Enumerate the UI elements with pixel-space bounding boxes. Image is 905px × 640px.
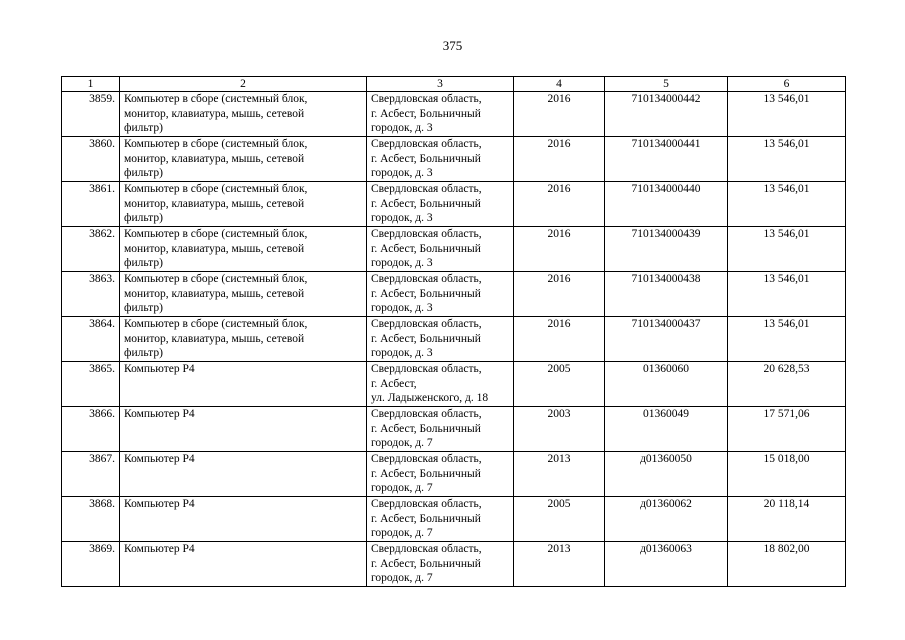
item-name-line: Компьютер в сборе (системный блок, bbox=[124, 183, 308, 195]
inventory-number-cell bbox=[605, 137, 728, 182]
table-header bbox=[62, 77, 846, 92]
item-name-line: фильтр) bbox=[124, 167, 163, 180]
item-name-line: Компьютер Р4 bbox=[124, 363, 195, 375]
row-number: 3861. bbox=[89, 183, 115, 195]
item-name-line: Компьютер в сборе (системный блок, bbox=[124, 138, 308, 150]
address-line: Свердловская область, bbox=[371, 498, 482, 510]
row-number-cell bbox=[62, 497, 120, 542]
item-name-line: Компьютер в сборе (системный блок, bbox=[124, 228, 308, 240]
inventory-number-cell bbox=[605, 452, 728, 497]
cost-value: 20 628,53 bbox=[763, 363, 810, 375]
column-header-1: 1 bbox=[62, 77, 120, 92]
address-line: г. Асбест, Больничный bbox=[371, 557, 481, 570]
year-value: 2013 bbox=[547, 543, 571, 555]
cost-cell bbox=[728, 317, 846, 362]
year-cell bbox=[514, 542, 605, 587]
column-header-3: 3 bbox=[367, 77, 514, 92]
cost-value: 15 018,00 bbox=[763, 453, 810, 465]
cost-value: 18 802,00 bbox=[763, 543, 810, 555]
row-number-cell bbox=[62, 407, 120, 452]
inventory-number-cell bbox=[605, 497, 728, 542]
year-value: 2013 bbox=[547, 453, 571, 465]
year-value: 2016 bbox=[547, 138, 571, 150]
item-name-line: фильтр) bbox=[124, 212, 163, 225]
item-name-line: фильтр) bbox=[124, 302, 163, 315]
item-name-line: монитор, клавиатура, мышь, сетевой bbox=[124, 287, 305, 300]
inventory-number: д01360062 bbox=[640, 498, 692, 510]
address-line: городок, д. 3 bbox=[371, 167, 433, 180]
item-name-line: Компьютер Р4 bbox=[124, 543, 195, 555]
address-cell bbox=[367, 497, 514, 542]
cost-value: 13 546,01 bbox=[763, 183, 810, 195]
cost-cell bbox=[728, 272, 846, 317]
address-line: Свердловская область, bbox=[371, 453, 482, 465]
item-name-line: Компьютер в сборе (системный блок, bbox=[124, 93, 308, 105]
address-line: городок, д. 7 bbox=[371, 482, 433, 495]
item-name-line: Компьютер Р4 bbox=[124, 408, 195, 420]
year-value: 2016 bbox=[547, 93, 571, 105]
row-number: 3868. bbox=[89, 498, 115, 510]
table-row bbox=[62, 542, 846, 587]
year-cell bbox=[514, 137, 605, 182]
table-row bbox=[62, 362, 846, 407]
row-number-cell bbox=[62, 137, 120, 182]
address-line: городок, д. 7 bbox=[371, 437, 433, 450]
item-name-line: монитор, клавиатура, мышь, сетевой bbox=[124, 332, 305, 345]
cost-value: 20 118,14 bbox=[763, 498, 810, 510]
year-value: 2016 bbox=[547, 228, 571, 240]
row-number-cell bbox=[62, 227, 120, 272]
table-row bbox=[62, 452, 846, 497]
cost-cell bbox=[728, 362, 846, 407]
year-cell bbox=[514, 272, 605, 317]
year-value: 2005 bbox=[547, 498, 571, 510]
address-cell bbox=[367, 137, 514, 182]
item-name-cell bbox=[120, 497, 367, 542]
item-name-cell bbox=[120, 362, 367, 407]
address-line: г. Асбест, Больничный bbox=[371, 242, 481, 255]
inventory-number-cell bbox=[605, 227, 728, 272]
address-line: г. Асбест, Больничный bbox=[371, 512, 481, 525]
item-name-cell bbox=[120, 182, 367, 227]
inventory-number: 710134000441 bbox=[631, 138, 701, 150]
item-name-line: Компьютер в сборе (системный блок, bbox=[124, 273, 308, 285]
address-line: Свердловская область, bbox=[371, 408, 482, 420]
item-name-line: фильтр) bbox=[124, 257, 163, 270]
row-number: 3863. bbox=[89, 273, 115, 285]
item-name-line: монитор, клавиатура, мышь, сетевой bbox=[124, 197, 305, 210]
address-cell bbox=[367, 182, 514, 227]
table-row bbox=[62, 92, 846, 137]
year-cell bbox=[514, 497, 605, 542]
address-cell bbox=[367, 407, 514, 452]
address-line: г. Асбест, Больничный bbox=[371, 152, 481, 165]
cost-cell bbox=[728, 452, 846, 497]
address-cell bbox=[367, 362, 514, 407]
year-cell bbox=[514, 407, 605, 452]
cost-value: 13 546,01 bbox=[763, 318, 810, 330]
item-name-line: Компьютер Р4 bbox=[124, 453, 195, 465]
inventory-number: 01360060 bbox=[643, 363, 689, 375]
cost-cell bbox=[728, 227, 846, 272]
inventory-number-cell bbox=[605, 272, 728, 317]
cost-value: 13 546,01 bbox=[763, 93, 810, 105]
item-name-cell bbox=[120, 272, 367, 317]
inventory-number: 710134000440 bbox=[631, 183, 701, 195]
address-line: Свердловская область, bbox=[371, 273, 482, 285]
inventory-number: д01360063 bbox=[640, 543, 692, 555]
year-cell bbox=[514, 317, 605, 362]
row-number: 3865. bbox=[89, 363, 115, 375]
row-number: 3864. bbox=[89, 318, 115, 330]
cost-value: 13 546,01 bbox=[763, 138, 810, 150]
address-line: городок, д. 7 bbox=[371, 527, 433, 540]
table-body bbox=[62, 92, 846, 587]
address-line: г. Асбест, Больничный bbox=[371, 287, 481, 300]
address-line: г. Асбест, Больничный bbox=[371, 107, 481, 120]
address-line: Свердловская область, bbox=[371, 363, 482, 375]
table-row bbox=[62, 272, 846, 317]
cost-cell bbox=[728, 92, 846, 137]
cost-cell bbox=[728, 137, 846, 182]
address-cell bbox=[367, 272, 514, 317]
row-number-cell bbox=[62, 362, 120, 407]
address-line: городок, д. 3 bbox=[371, 212, 433, 225]
column-header-4: 4 bbox=[514, 77, 605, 92]
year-cell bbox=[514, 182, 605, 227]
address-line: городок, д. 3 bbox=[371, 347, 433, 360]
cost-cell bbox=[728, 407, 846, 452]
address-line: Свердловская область, bbox=[371, 228, 482, 240]
year-cell bbox=[514, 452, 605, 497]
inventory-number: 710134000439 bbox=[631, 228, 701, 240]
row-number: 3862. bbox=[89, 228, 115, 240]
address-cell bbox=[367, 542, 514, 587]
item-name-cell bbox=[120, 407, 367, 452]
row-number-cell bbox=[62, 92, 120, 137]
address-line: г. Асбест, Больничный bbox=[371, 197, 481, 210]
property-registry-table bbox=[61, 76, 846, 587]
address-line: ул. Ладыженского, д. 18 bbox=[371, 392, 489, 405]
table-row bbox=[62, 182, 846, 227]
year-value: 2016 bbox=[547, 318, 571, 330]
year-value: 2003 bbox=[547, 408, 571, 420]
inventory-number: д01360050 bbox=[640, 453, 692, 465]
address-line: Свердловская область, bbox=[371, 93, 482, 105]
year-value: 2016 bbox=[547, 273, 571, 285]
address-line: г. Асбест, bbox=[371, 377, 417, 390]
inventory-number: 710134000438 bbox=[631, 273, 701, 285]
item-name-cell bbox=[120, 317, 367, 362]
row-number-cell bbox=[62, 272, 120, 317]
address-cell bbox=[367, 317, 514, 362]
address-cell bbox=[367, 452, 514, 497]
item-name-line: Компьютер Р4 bbox=[124, 498, 195, 510]
item-name-line: монитор, клавиатура, мышь, сетевой bbox=[124, 152, 305, 165]
address-line: Свердловская область, bbox=[371, 138, 482, 150]
inventory-number-cell bbox=[605, 317, 728, 362]
table-row bbox=[62, 317, 846, 362]
item-name-cell bbox=[120, 137, 367, 182]
address-line: г. Асбест, Больничный bbox=[371, 467, 481, 480]
address-line: городок, д. 3 bbox=[371, 257, 433, 270]
inventory-number: 710134000442 bbox=[631, 93, 701, 105]
row-number-cell bbox=[62, 182, 120, 227]
table-row bbox=[62, 497, 846, 542]
address-cell bbox=[367, 92, 514, 137]
address-cell bbox=[367, 227, 514, 272]
header-row bbox=[62, 77, 846, 92]
table-row bbox=[62, 137, 846, 182]
row-number: 3866. bbox=[89, 408, 115, 420]
table-row bbox=[62, 407, 846, 452]
cost-value: 13 546,01 bbox=[763, 273, 810, 285]
address-line: Свердловская область, bbox=[371, 318, 482, 330]
address-line: городок, д. 3 bbox=[371, 122, 433, 135]
item-name-line: монитор, клавиатура, мышь, сетевой bbox=[124, 107, 305, 120]
row-number: 3869. bbox=[89, 543, 115, 555]
row-number-cell bbox=[62, 542, 120, 587]
year-cell bbox=[514, 227, 605, 272]
address-line: г. Асбест, Больничный bbox=[371, 422, 481, 435]
row-number-cell bbox=[62, 452, 120, 497]
address-line: городок, д. 7 bbox=[371, 572, 433, 585]
page-number: 375 bbox=[442, 38, 463, 53]
inventory-number: 01360049 bbox=[643, 408, 689, 420]
row-number: 3859. bbox=[89, 93, 115, 105]
column-header-2: 2 bbox=[120, 77, 367, 92]
inventory-number: 710134000437 bbox=[631, 318, 701, 330]
year-value: 2005 bbox=[547, 363, 571, 375]
address-line: городок, д. 3 bbox=[371, 302, 433, 315]
item-name-cell bbox=[120, 452, 367, 497]
row-number: 3867. bbox=[89, 453, 115, 465]
cost-value: 17 571,06 bbox=[763, 408, 810, 420]
item-name-cell bbox=[120, 227, 367, 272]
row-number-cell bbox=[62, 317, 120, 362]
item-name-cell bbox=[120, 542, 367, 587]
cost-cell bbox=[728, 497, 846, 542]
item-name-line: монитор, клавиатура, мышь, сетевой bbox=[124, 242, 305, 255]
year-cell bbox=[514, 92, 605, 137]
inventory-number-cell bbox=[605, 362, 728, 407]
column-header-6: 6 bbox=[728, 77, 846, 92]
address-line: г. Асбест, Больничный bbox=[371, 332, 481, 345]
inventory-number-cell bbox=[605, 182, 728, 227]
year-cell bbox=[514, 362, 605, 407]
item-name-line: фильтр) bbox=[124, 122, 163, 135]
address-line: Свердловская область, bbox=[371, 543, 482, 555]
address-line: Свердловская область, bbox=[371, 183, 482, 195]
table-row bbox=[62, 227, 846, 272]
year-value: 2016 bbox=[547, 183, 571, 195]
row-number: 3860. bbox=[89, 138, 115, 150]
item-name-line: Компьютер в сборе (системный блок, bbox=[124, 318, 308, 330]
cost-cell bbox=[728, 542, 846, 587]
column-header-5: 5 bbox=[605, 77, 728, 92]
inventory-number-cell bbox=[605, 407, 728, 452]
cost-value: 13 546,01 bbox=[763, 228, 810, 240]
inventory-number-cell bbox=[605, 542, 728, 587]
cost-cell bbox=[728, 182, 846, 227]
item-name-line: фильтр) bbox=[124, 347, 163, 360]
item-name-cell bbox=[120, 92, 367, 137]
inventory-number-cell bbox=[605, 92, 728, 137]
